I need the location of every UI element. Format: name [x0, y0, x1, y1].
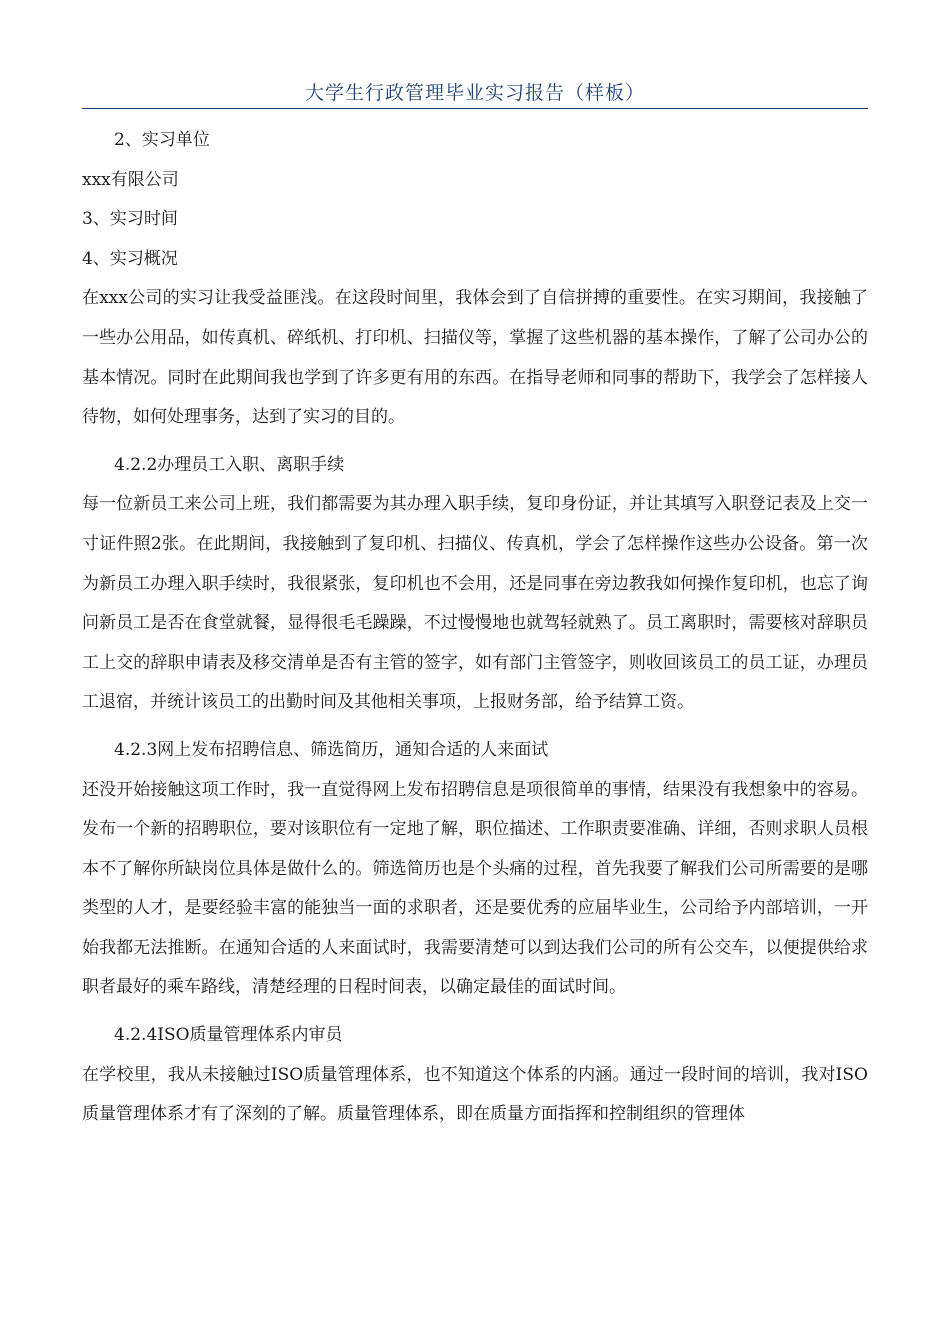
paragraph-4-2-2: 每一位新员工来公司上班，我们都需要为其办理入职手续，复印身份证，并让其填写入职登记表及上交一寸证件照2张。在此期间，我接触到了复印机、扫描仪、传真机，学会了怎样操作这些办公设备。第一次为新员工办理入职手续时，我很紧张，复印机也不会用，还是同事在旁边教我如何操作复印机，也忘了询问新员工是否在食堂就餐，显得很毛毛躁躁，不过慢慢地也就驾轻就熟了。员工离职时，需要核对辞职员工上交的辞职申请表及移交清单是否有主管的签字，如有部门主管签字，则收回该员工的员工证，办理员工退宿，并统计该员工的出勤时间及其他相关事项，上报财务部，给予结算工资。 [82, 494, 868, 713]
section-heading-unit: 2、实习单位 [114, 130, 210, 150]
section-heading-4-2-3: 4.2.3网上发布招聘信息、筛选简历，通知合适的人来面试 [114, 739, 549, 760]
page-header [82, 78, 868, 108]
section-heading-time: 3、实习时间 [82, 209, 178, 230]
overview-paragraph: 在xxx公司的实习让我受益匪浅。在这段时间里，我体会到了自信拼搏的重要性。在实习期间，我接触了一些办公用品，如传真机、碎纸机、打印机、扫描仪等，掌握了这些机器的基本操作，了解了公司办公的基本情况。同时在此期间我也学到了许多更有用的东西。在指导老师和同事的帮助下，我学会了怎样接人待物，如何处理事务，达到了实习的目的。 [82, 288, 868, 428]
unit-name: xxx有限公司 [82, 169, 179, 190]
header-title: 大学生行政管理毕业实习报告（样板） [304, 82, 645, 104]
paragraph-4-2-4: 在学校里，我从未接触过ISO质量管理体系，也不知道这个体系的内涵。通过一段时间的培训，我对ISO质量管理体系才有了深刻的了解。质量管理体系，即在质量方面指挥和控制组织的管理体 [82, 1064, 868, 1125]
section-heading-4-2-4: 4.2.4ISO质量管理体系内审员 [114, 1025, 343, 1046]
paragraph-4-2-3: 还没开始接触这项工作时，我一直觉得网上发布招聘信息是项很简单的事情，结果没有我想象中的容易。发布一个新的招聘职位，要对该职位有一定地了解，职位描述、工作职责要准确、详细，否则求职人员根本不了解你所缺岗位具体是做什么的。筛选简历也是个头痛的过程，首先我要了解我们公司所需要的是哪类型的人才，是要经验丰富的能独当一面的求职者，还是要优秀的应届毕业生，公司给予内部培训，一开始我都无法推断。在通知合适的人来面试时，我需要清楚可以到达我们公司的所有公交车，以便提供给求职者最好的乘车路线，清楚经理的日程时间表，以确定最佳的面试时间。 [82, 779, 868, 998]
section-heading-overview: 4、实习概况 [82, 248, 178, 269]
header-divider [82, 108, 868, 109]
section-heading-4-2-2: 4.2.2办理员工入职、离职手续 [114, 454, 345, 475]
document-body [82, 121, 868, 1135]
